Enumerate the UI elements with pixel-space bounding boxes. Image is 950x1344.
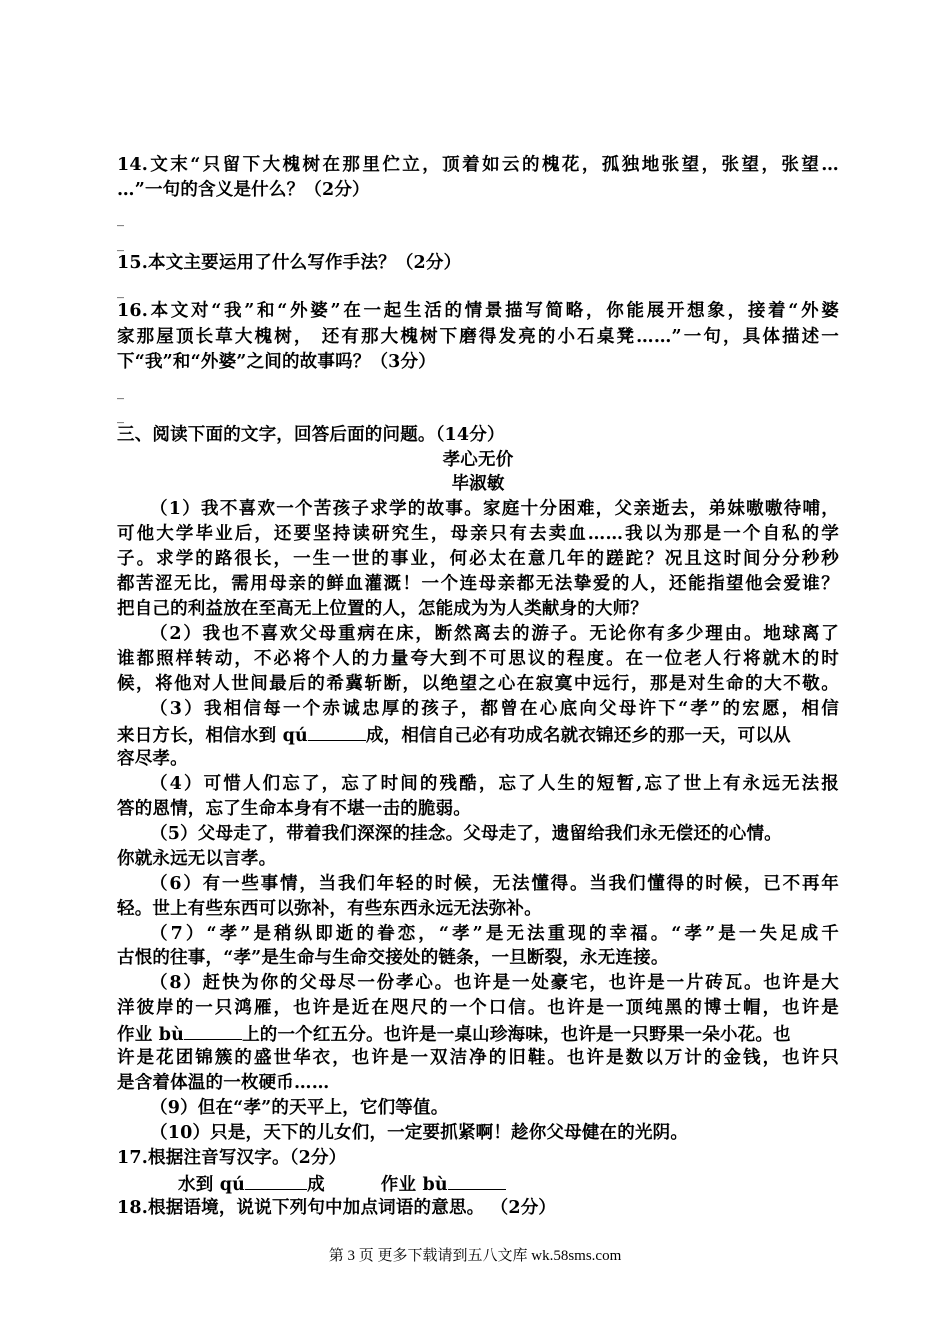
paragraph-8-line: （8）赶快为你的父母尽一份孝心。也许是一处豪宅，也许是一片砖瓦。也许是大 [150, 973, 839, 993]
paragraph-7-line: 古恨的往事，“孝”是生命与生命交接处的链条，一旦断裂，永无连接。 [117, 948, 669, 968]
paragraph-1-line: 都苦涩无比，需用母亲的鲜血灌溉！一个连母亲都无法挚爱的人，还能指望他会爱谁？ [117, 574, 839, 594]
q17-items [178, 1171, 839, 1197]
q17-item-2-prefix: 作业 bù [380, 1175, 448, 1195]
q16-line-3: 下“我”和“外婆”之间的故事吗？（3分） [117, 352, 436, 372]
paragraph-2-line: 候，将他对人世间最后的希冀斩断，以绝望之心在寂寞中远行，那是对生命的大不敬。 [117, 674, 839, 694]
paragraph-8-line: 许是花团锦簇的盛世华衣，也许是一双洁净的旧鞋。也许是数以万计的金钱，也许只 [117, 1048, 839, 1068]
q17-item-1-suffix: 成 [307, 1175, 325, 1195]
paragraph-3-continuation: 成，相信自己必有功成名就衣锦还乡的那一天，可以从 [365, 726, 791, 746]
q17-blank-bu[interactable] [448, 1171, 506, 1190]
paragraph-3-line: 容尽孝。 [117, 749, 188, 769]
paragraph-6-line: 轻。世上有些东西可以弥补，有些东西永远无法弥补。 [117, 899, 542, 919]
fill-blank-bu[interactable] [184, 1021, 242, 1040]
paragraph-9-line: （9）但在“孝”的天平上，它们等值。 [150, 1098, 449, 1118]
paragraph-8-continuation: 上的一个红五分。也许是一桌山珍海味，也许是一只野果一朵小花。也 [242, 1025, 791, 1045]
q16-line-2: 家那屋顶长草大槐树， 还有那大槐树下磨得发亮的小石桌凳……”一句，具体描述一 [117, 327, 839, 347]
answer-mark: _ [117, 408, 124, 424]
fill-blank-qu[interactable] [308, 722, 366, 741]
answer-mark: _ [117, 236, 124, 252]
article-author: 毕淑敏 [451, 474, 505, 494]
paragraph-1-line: 把自己的利益放在至高无上位置的人，怎能成为为人类献身的大师？ [117, 599, 648, 619]
q15-line-1: 15.本文主要运用了什么写作手法？（2分） [117, 253, 462, 273]
paragraph-6-line: （6）有一些事情，当我们年轻的时候，无法懂得。当我们懂得的时候，已不再年 [150, 874, 839, 894]
paragraph-8-line: 是含着体温的一枚硬币…… [117, 1073, 330, 1093]
q18-line-1: 18.根据语境，说说下列句中加点词语的意思。 （2分） [117, 1198, 557, 1218]
paragraph-1-line: 子。求学的路很长，一生一世的事业，何必太在意几年的蹉跎？况且这时间分分秒秒 [117, 549, 839, 569]
paragraph-3-line [117, 722, 839, 748]
paragraph-10-line: （10）只是，天下的儿女们，一定要抓紧啊！趁你父母健在的光阴。 [150, 1123, 689, 1143]
q17-item-1-prefix: 水到 qú [178, 1175, 246, 1195]
pinyin-prompt-bu: 作业 bù [117, 1025, 185, 1045]
pinyin-prompt-qu: 来日方长，相信水到 qú [117, 726, 308, 746]
paragraph-2-line: （2）我也不喜欢父母重病在床，断然离去的游子。无论你有多少理由。地球离了 [150, 624, 839, 644]
answer-mark: _ [117, 211, 124, 227]
article-title: 孝心无价 [442, 450, 514, 470]
page-footer: 第 3 页 更多下载请到五八文库 wk.58sms.com [328, 1248, 622, 1264]
q16-line-1: 16.本文对“我”和“外婆”在一起生活的情景描写简略，你能展开想象，接着“外婆 [117, 301, 839, 321]
paragraph-7-line: （7）“孝”是稍纵即逝的眷恋，“孝”是无法重现的幸福。“孝”是一失足成千 [150, 924, 839, 944]
paragraph-4-line: （4）可惜人们忘了，忘了时间的残酷，忘了人生的短暂,忘了世上有永远无法报 [150, 774, 839, 794]
paragraph-5-line: 你就永远无以言孝。 [117, 849, 277, 869]
paragraph-4-line: 答的恩情，忘了生命本身有不堪一击的脆弱。 [117, 799, 471, 819]
answer-mark: _ [117, 283, 124, 299]
q14-line-1: 14.文末“只留下大槐树在那里伫立，顶着如云的槐花，孤独地张望，张望，张望… [117, 155, 839, 175]
paragraph-1-line: 可他大学毕业后，还要坚持读研究生，母亲只有去卖血……我以为那是一个自私的学 [117, 524, 839, 544]
paragraph-3-line: （3）我相信每一个赤诚忠厚的孩子，都曾在心底向父母许下“孝”的宏愿，相信 [150, 699, 839, 719]
paragraph-1-line: （1）我不喜欢一个苦孩子求学的故事。家庭十分困难，父亲逝去，弟妹嗷嗷待哺， [150, 499, 839, 519]
paragraph-8-line [117, 1021, 839, 1047]
q14-line-2: …”一句的含义是什么？（2分） [117, 180, 370, 200]
q17-blank-qu[interactable] [245, 1171, 307, 1190]
section-heading: 三、阅读下面的文字，回答后面的问题。（14分） [117, 425, 505, 445]
paragraph-2-line: 谁都照样转动，不必将个人的力量夸大到不可思议的程度。在一位老人行将就木的时 [117, 649, 839, 669]
paragraph-8-line: 洋彼岸的一只鸿雁，也许是近在咫尺的一个口信。也许是一顶纯黑的博士帽，也许是 [117, 998, 839, 1018]
q17-line-1: 17.根据注音写汉字。（2分） [117, 1148, 347, 1168]
paragraph-5-line: （5）父母走了，带着我们深深的挂念。父母走了，遗留给我们永无偿还的心情。 [150, 824, 782, 844]
answer-mark: _ [117, 384, 124, 400]
